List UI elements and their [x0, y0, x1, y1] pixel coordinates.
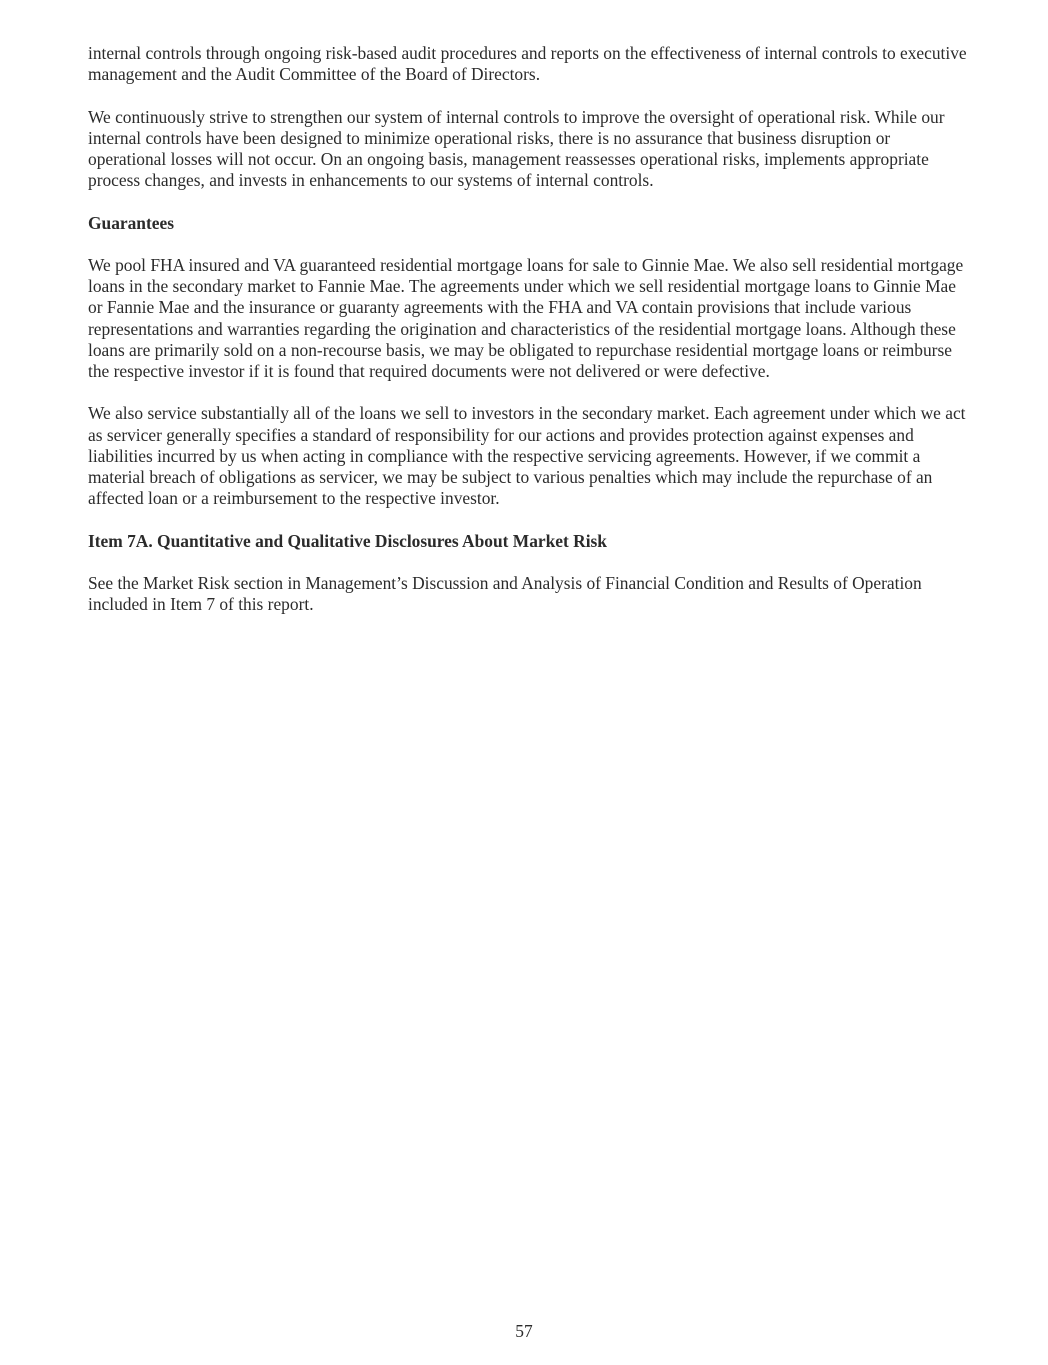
document-page — [88, 43, 968, 637]
paragraph-guarantees-servicing: We also service substantially all of the loans we sell to investors in the secondary market. Each agreement under which we act as servicer generally specifies a standard of responsibility for our actions and provides protection against expenses and liabilities incurred by us when acting in compliance with the respective servicing agreements. However, if we commit a material breach of obligations as servicer, we may be subject to various penalties which may include the repurchase of an affected loan or a reimbursement to the respective investor. — [88, 403, 966, 509]
paragraph-internal-controls-continued: internal controls through ongoing risk-based audit procedures and reports on the effectiveness of internal controls to executive management and the Audit Committee of the Board of Directors. — [88, 43, 967, 85]
heading-guarantees: Guarantees — [88, 212, 174, 233]
heading-item-7a: Item 7A. Quantitative and Qualitative Disclosures About Market Risk — [88, 530, 607, 551]
paragraph-market-risk-reference: See the Market Risk section in Management’s Discussion and Analysis of Financial Condition and Results of Operation included in Item 7 of this report. — [88, 572, 922, 615]
page-number: 57 — [515, 1321, 533, 1341]
paragraph-internal-controls-strengthen: We continuously strive to strengthen our system of internal controls to improve the oversight of operational risk. While our internal controls have been designed to minimize operational risks, there is no assurance that business disruption or operational losses will not occur. On an ongoing basis, management reassesses operational risks, implements appropriate process changes, and invests in enhancements to our systems of internal controls. — [88, 106, 945, 191]
paragraph-guarantees-pool: We pool FHA insured and VA guaranteed residential mortgage loans for sale to Ginnie Mae. We also sell residential mortgage loans in the secondary market to Fannie Mae. The agreements under which we sell residential mortgage loans to Ginnie Mae or Fannie Mae and the insurance or guaranty agreements with the FHA and VA contain provisions that include various representations and warranties regarding the origination and characteristics of the residential mortgage loans. Although these loans are primarily sold on a non-recourse basis, we may be obligated to repurchase residential mortgage loans or reimburse the respective investor if it is found that required documents were not delivered or were defective. — [88, 254, 964, 381]
